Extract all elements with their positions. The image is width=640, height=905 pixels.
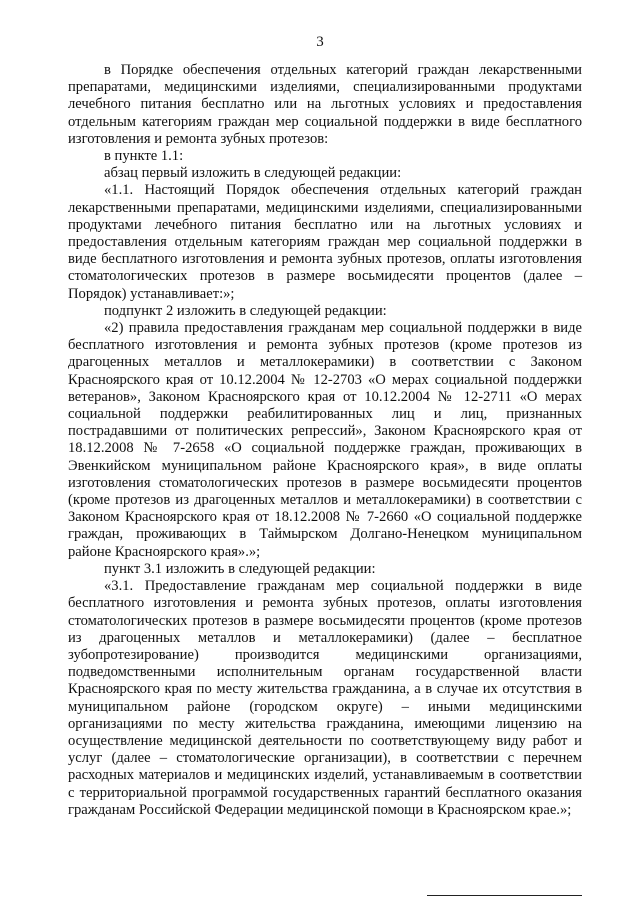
- paragraph-clause-3-1-ref: пункт 3.1 изложить в следующей редакции:: [104, 560, 376, 577]
- paragraph-clause-1-1-text: «1.1. Настоящий Порядок обеспечения отдельных категорий граждан лекарственными препаратами, медицинскими изделиями, специализированными продуктами лечебного питания бесплатно или на льготных условиях и предоставления отдельным категориям граждан мер социальной поддержки в виде бесплатного изготовления и ремонта зубных протезов, оплаты изготовления стоматологических протезов в размере восьмидесяти процентов (далее – Порядок) устанавливает:»;: [68, 182, 582, 302]
- paragraph-subclause-2-text: «2) правила предоставления гражданам мер социальной поддержки в виде бесплатного изготовления и ремонта зубных протезов (кроме протезов из драгоценных металлов и металлокерамики) в соответствии с Законом Красноярского края от 10.12.2004 № 12-2703 «О мерах социальной поддержки ветеранов», Законом Красноярского края от 10.12.2004 № 12-2711 «О мерах социальной поддержки реабилитированных лиц и лиц, признанных пострадавшими от политических репрессий», Законом Красноярского края от 18.12.2008 № 7-2658 «О социальной поддержке граждан, проживающих в Эвенкийском муниципальном районе Красноярского края», в виде оплаты изготовления стоматологических протезов в размере восьмидесяти процентов (кроме протезов из драгоценных металлов и металлокерамики) в соответствии с Законом Красноярского края от 18.12.2008 № 7-2660 «О социальной поддержке граждан, проживающих в Таймырском Долгано-Ненецком муниципальном районе Красноярского края».»;: [68, 320, 582, 560]
- paragraph-clause-1-1-ref: в пункте 1.1:: [104, 148, 184, 165]
- page-number: 3: [316, 34, 324, 50]
- paragraph-subclause-2-ref: подпункт 2 изложить в следующей редакции:: [104, 302, 387, 319]
- footer-divider-line: [427, 895, 582, 896]
- paragraph-first-abzac: абзац первый изложить в следующей редакции:: [104, 165, 402, 182]
- paragraph-clause-3-1-text: «3.1. Предоставление гражданам мер социальной поддержки в виде бесплатного изготовления и ремонта зубных протезов, оплаты изготовления стоматологических протезов в размере восьмидесяти процентов (кроме протезов из драгоценных металлов и металлокерамики) (далее – бесплатное зубопротезирование) производится медицинскими организациями, подведомственными исполнительным органам государственной власти Красноярского края по месту жительства гражданина, а в случае их отсутствия в муниципальном районе (городском округе) – иными медицинскими организациями по месту жительства гражданина, имеющими лицензию на осуществление медицинской деятельности по соответствующему виду работ и услуг (далее – стоматологические организации), в соответствии с перечнем расходных материалов и медицинских изделий, устанавливаемым в соответствии с территориальной программой государственных гарантий бесплатного оказания гражданам Российской Федерации медицинской помощи в Красноярском крае.»;: [68, 578, 582, 818]
- paragraph-intro: в Порядке обеспечения отдельных категорий граждан лекарственными препаратами, медицинскими изделиями, специализированными продуктами лечебного питания бесплатно или на льготных условиях и предоставления отдельным категориям граждан мер социальной поддержки в виде бесплатного изготовления и ремонта зубных протезов:: [68, 62, 582, 147]
- document-body: [68, 62, 582, 819]
